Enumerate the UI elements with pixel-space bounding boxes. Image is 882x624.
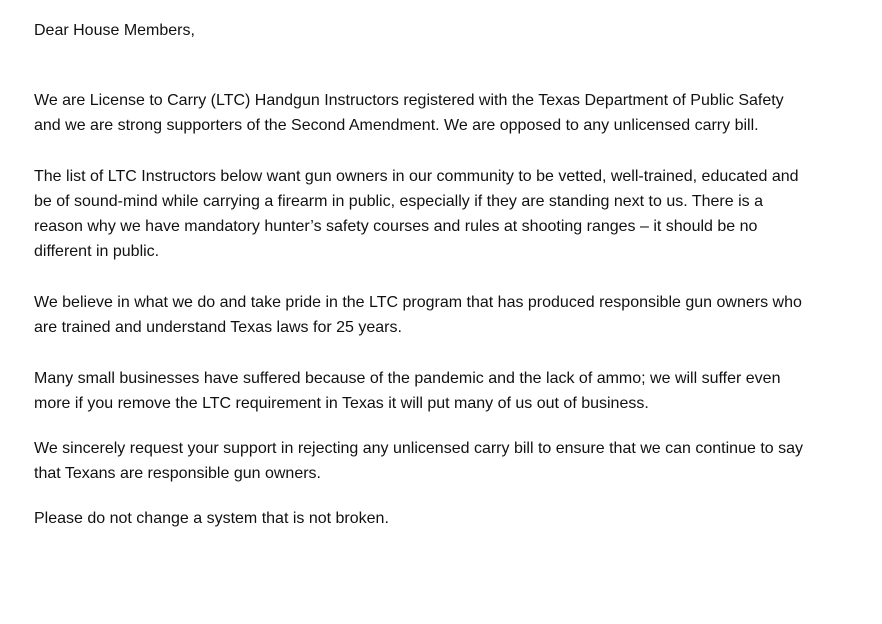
paragraph-beliefs: We believe in what we do and take pride in the LTC program that has produced responsible gun owners who are trained and understand Texas laws for 25 years.: [34, 294, 802, 336]
paragraph-businesses: Many small businesses have suffered because of the pandemic and the lack of ammo; we will suffer even more if you remove the LTC requirement in Texas it will put many of us out of business.: [34, 370, 781, 412]
paragraph-intro: We are License to Carry (LTC) Handgun Instructors registered with the Texas Department of Public Safety and we are strong supporters of the Second Amendment. We are opposed to any unlicensed carry bill.: [34, 92, 784, 134]
paragraph-closing: Please do not change a system that is not broken.: [34, 510, 389, 527]
salutation: Dear House Members,: [34, 22, 195, 39]
letter-body: [34, 18, 814, 557]
paragraph-request: We sincerely request your support in rejecting any unlicensed carry bill to ensure that we can continue to say that Texans are responsible gun owners.: [34, 440, 803, 482]
paragraph-instructors: The list of LTC Instructors below want gun owners in our community to be vetted, well-trained, educated and be of sound-mind while carrying a firearm in public, especially if they are standing next to us. There is a reason why we have mandatory hunter’s safety courses and rules at shooting ranges – it should be no different in public.: [34, 168, 799, 260]
